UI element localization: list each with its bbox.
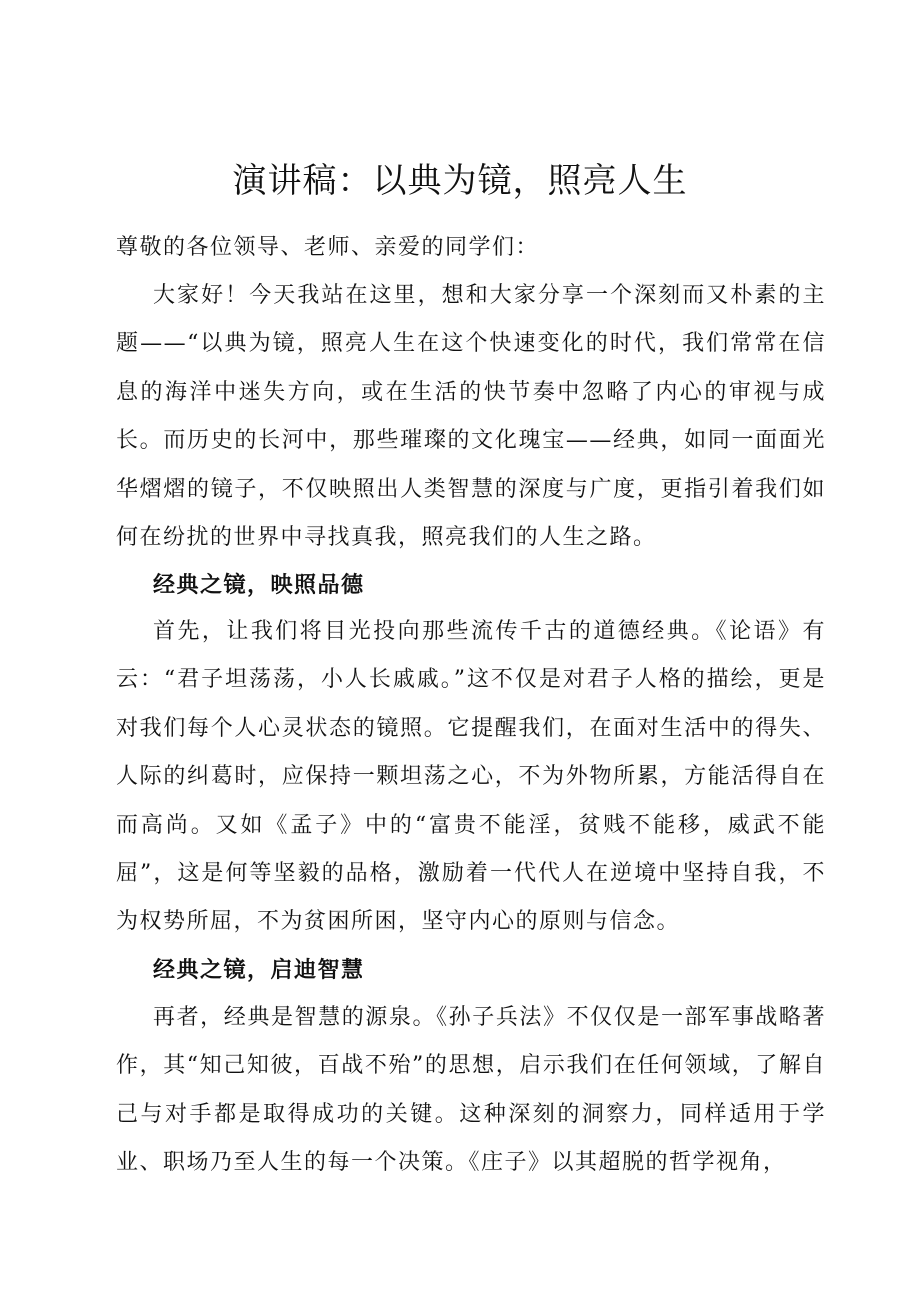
greeting: 尊敬的各位领导、老师、亲爱的同学们： — [116, 235, 540, 260]
intro-paragraph: 大家好！今天我站在这里，想和大家分享一个深刻而又朴素的主题——“以典为镜，照亮人生在这个快速变化的时代，我们常常在信息的海洋中迷失方向，或在生活的快节奏中忽略了内心的审视与成长。而历史的长河中，那些璀璨的文化瑰宝——经典，如同一面面光华熠熠的镜子，不仅映照出人类智慧的深度与广度，更指引着我们如何在纷扰的世界中寻找真我，照亮我们的人生之路。 — [116, 283, 826, 551]
section-heading-virtue: 经典之镜，映照品德 — [153, 572, 365, 598]
section-paragraph-wisdom: 再者，经典是智慧的源泉。《孙子兵法》不仅仅是一部军事战略著作，其“知己知彼，百战不殆”的思想，启示我们在任何领域，了解自己与对手都是取得成功的关键。这种深刻的洞察力，同样适用于学业、职场乃至人生的每一个决策。《庄子》以其超脱的哲学视角， — [116, 1005, 826, 1176]
page-title: 演讲稿：以典为镜，照亮人生 — [232, 161, 688, 201]
section-paragraph-virtue: 首先，让我们将目光投向那些流传千古的道德经典。《论语》有云：“君子坦荡荡，小人长戚戚。”这不仅是对君子人格的描绘，更是对我们每个人心灵状态的镜照。它提醒我们，在面对生活中的得失、人际的纠葛时，应保持一颗坦荡之心，不为外物所累，方能活得自在而高尚。又如《孟子》中的“富贵不能淫，贫贱不能移，威武不能屈”，这是何等坚毅的品格，激励着一代代人在逆境中坚持自我，不为权势所屈，不为贫困所困，坚守内心的原则与信念。 — [116, 619, 826, 935]
section-heading-wisdom: 经典之镜，启迪智慧 — [153, 957, 365, 983]
